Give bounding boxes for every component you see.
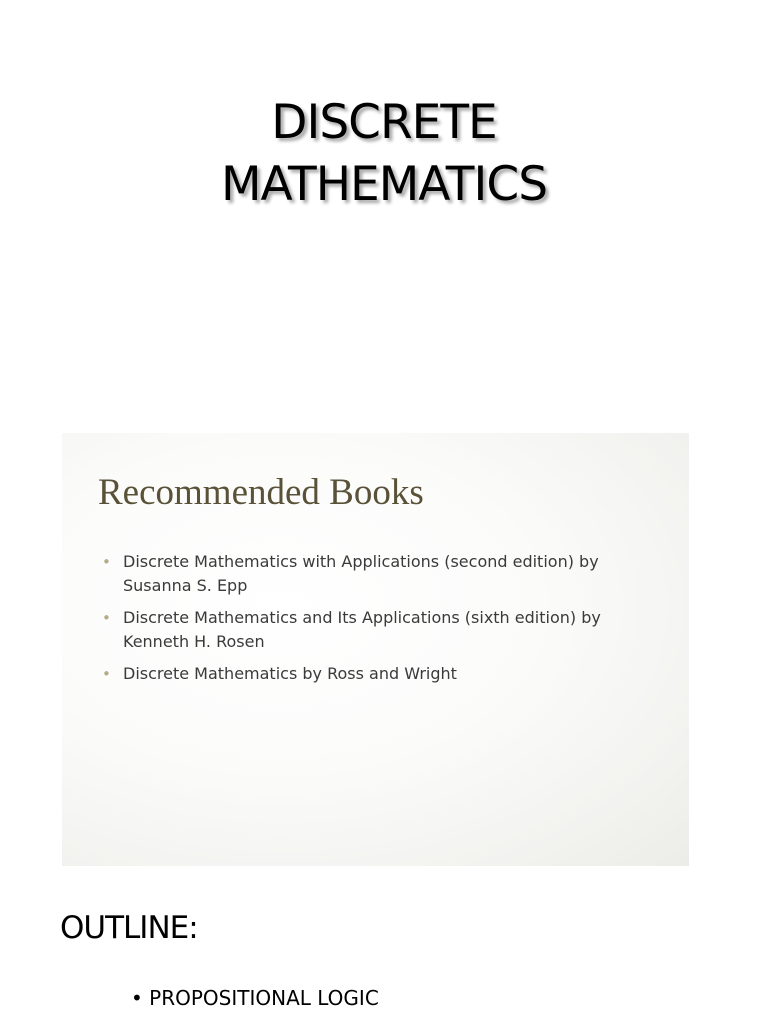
- title-line-2: MATHEMATICS: [220, 157, 548, 212]
- book-item-text: Discrete Mathematics with Applications (second edition) by Susanna S. Epp: [123, 552, 599, 595]
- book-item: [100, 662, 660, 686]
- bullet-icon: •: [102, 609, 111, 627]
- outline-item: • PROPOSITIONAL LOGIC: [131, 986, 379, 1010]
- book-item: [100, 606, 660, 654]
- outline-list: [131, 985, 379, 1011]
- recommended-books-heading: Recommended Books: [98, 472, 424, 513]
- book-item-text: Discrete Mathematics and Its Applications (sixth edition) by Kenneth H. Rosen: [123, 608, 601, 651]
- title-line-1: DISCRETE: [271, 95, 497, 150]
- bullet-icon: •: [102, 553, 111, 571]
- page-title: [0, 92, 768, 216]
- recommended-books-list: [100, 550, 660, 694]
- recommended-books-slide-image: [62, 433, 689, 866]
- outline-heading: OUTLINE:: [60, 910, 198, 946]
- bullet-icon: •: [102, 665, 111, 683]
- book-item: [100, 550, 660, 598]
- book-item-text: Discrete Mathematics by Ross and Wright: [123, 664, 457, 683]
